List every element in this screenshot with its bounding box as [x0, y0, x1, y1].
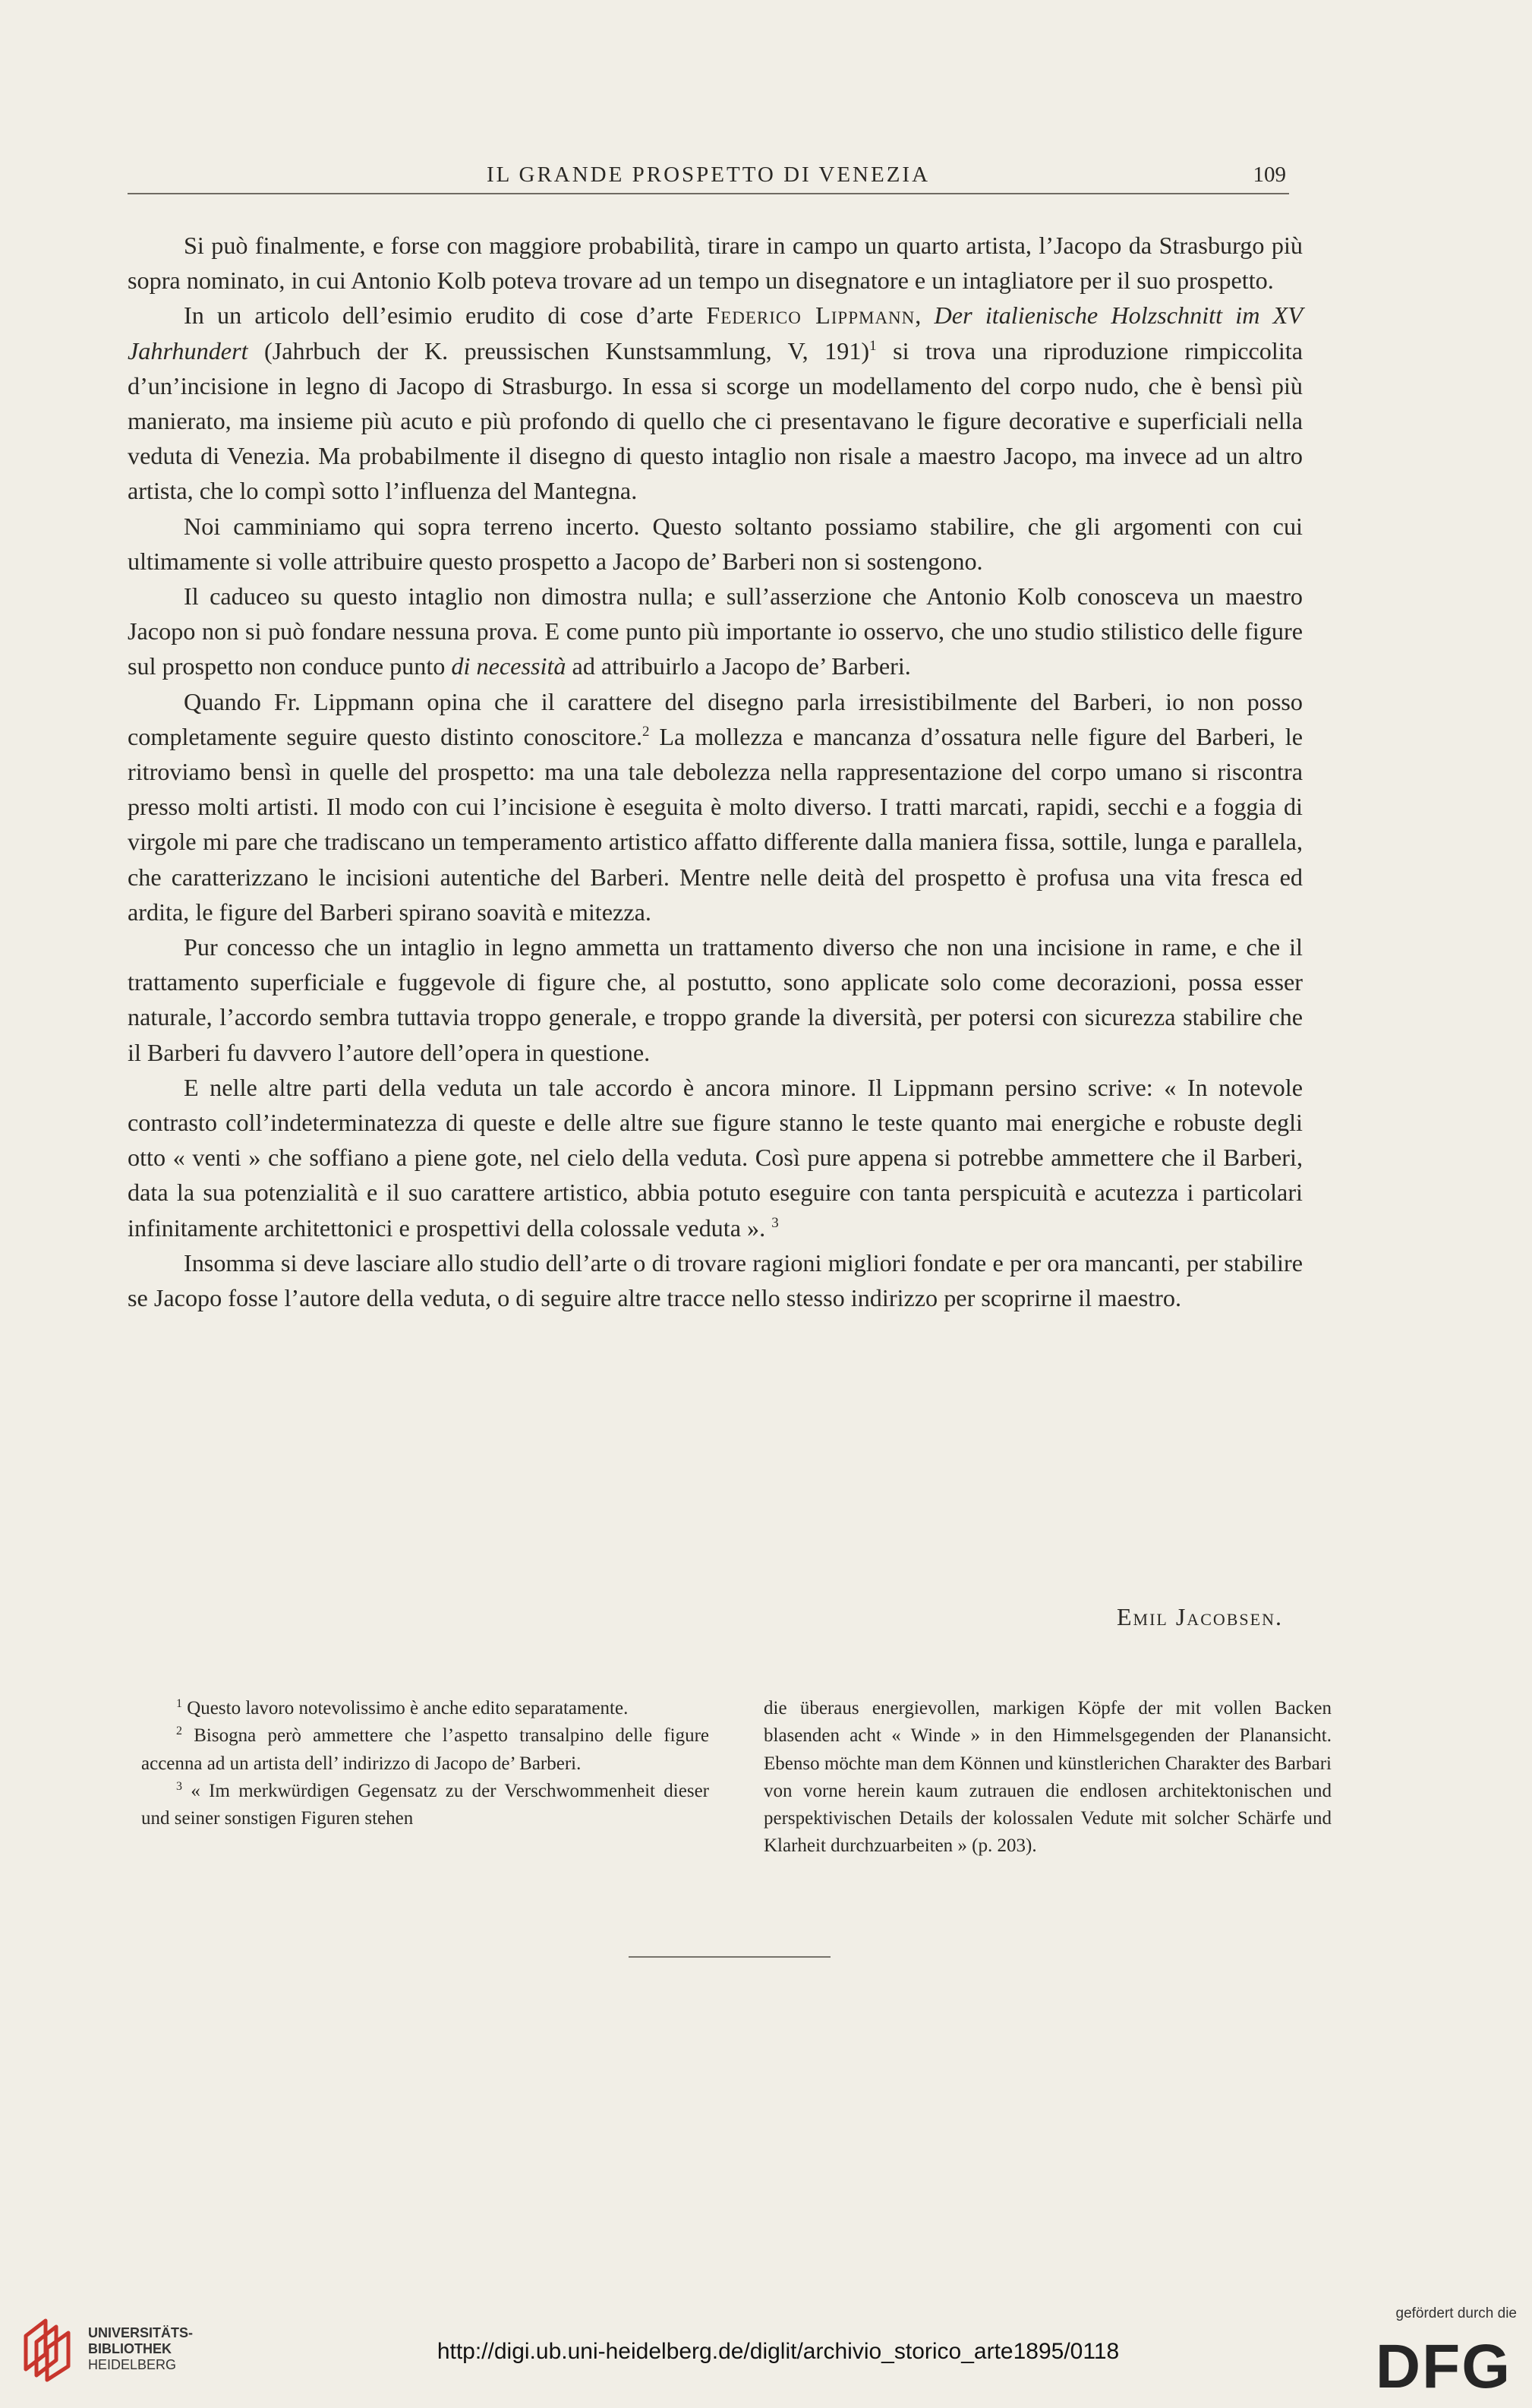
paragraph-1: Si può finalmente, e forse con maggiore probabilità, tirare in campo un quarto artista, l’Jacopo da Strasburgo più sopra nominato, in cui Antonio Kolb poteva trovare ad un tempo un disegnatore e un intagliatore per il suo prospetto. — [128, 232, 1303, 295]
closing-rule — [629, 1956, 831, 1958]
source-url-link[interactable]: http://digi.ub.uni-heidelberg.de/diglit/archivio_storico_arte1895/0118 — [437, 2339, 1120, 2364]
paragraph-8: Insomma si deve lasciare allo studio dell’arte o di trovare ragioni migliori fondate e per ora mancanti, per stabilire se Jacopo fosse l’autore della veduta, o di seguire altre tracce nello stesso indirizzo per scoprirne il maestro. — [128, 1248, 1303, 1312]
cited-title: Der italienische Holzschnitt im XV Jahrhundert — [128, 301, 1303, 365]
footnote-3-continued: die überaus energievollen, markigen Köpfe der mit vollen Backen blasenden acht « Winde » in den Himmelsgegenden der Planansicht. Ebenso möchte man dem Können und künstlerichen Charakter des Barbari von vorne herein kaum zutrauen die endlosen architektonischen und perspektivischen Details der kolossalen Vedute mit solcher Schärfe und Klarheit durchzuarbeiten » (p. 203). — [764, 1698, 1332, 1857]
dfg-logo-icon — [1357, 2333, 1514, 2395]
footnote-ref-2: 2 — [642, 723, 650, 740]
article-body — [128, 228, 1303, 1315]
author-signature: Emil Jacobsen. — [1116, 1603, 1283, 1630]
page-number: 109 — [1253, 163, 1286, 187]
library-name: UNIVERSITÄTS- BIBLIOTHEK HEIDELBERG — [88, 2325, 194, 2372]
footnote-2: $^2$ Bisogna però ammettere che l’aspetto transalpino delle figure accenna ad un artista dell’ indirizzo di Jacopo de’ Barberi. — [141, 1725, 709, 1774]
footnotes — [141, 1695, 1332, 1860]
library-logo-icon — [15, 2310, 91, 2386]
footnotes-left-column — [141, 1695, 709, 1860]
paragraph-5: Quando Fr. Lippmann opina che il carattere del disegno parla irresistibilmente del Barberi, io non posso completamente seguire questo distinto conoscitore.$^2$ La mollezza e mancanza d’ossatura nelle figure del Barberi, le ritroviamo bensì in quelle del prospetto: ma una tale debolezza nella rappresentazione del corpo umano si riscontra presso molti artisti. Il modo con cui l’incisione è eseguita è molto diverso. I tratti marcati, rapidi, secchi e a foggia di virgole mi pare che tradiscano un temperamento artistico affatto differente dalla maniera fissa, sottile, lunga e parallela, che caratterizzano le incisioni autentiche del Barberi. Mentre nelle deità del prospetto è profusa una vita fresca ed ardita, le figure del Barberi spirano soavità e mitezza. — [128, 687, 1303, 926]
italic-phrase: di necessità — [451, 652, 566, 680]
paragraph-4: Il caduceo su questo intaglio non dimostra nulla; e sull’asserzione che Antonio Kolb conosceva un maestro Jacopo non si può fondare nessuna prova. E come punto più importante io osservo, che uno studio stilistico delle figure sul prospetto non conduce punto di necessità ad attribuirlo a Jacopo de’ Barberi. — [128, 582, 1303, 680]
paragraph-6: Pur concesso che un intaglio in legno ammetta un trattamento diverso che non una incisione in rame, e che il trattamento superficiale e fuggevole di figure che, al postutto, sono applicate solo come decorazioni, possa esser naturale, l’accordo sembra tuttavia troppo generale, e troppo grande la diversità, per potersi con sicurezza stabilire che il Barberi fu davvero l’autore dell’opera in questione. — [128, 933, 1303, 1066]
footnotes-right-column — [764, 1695, 1332, 1860]
footnote-ref-3: 3 — [771, 1214, 779, 1231]
paragraph-7: E nelle altre parti della veduta un tale accordo è ancora minore. Il Lippmann persino scrive: « In notevole contrasto coll’indeterminatezza di queste e delle altre sue figure stanno le teste quanto mai energiche e robuste degli otto « venti » che soffiano a piene gote, nel cielo della veduta. Così pure appena si potrebbe ammettere che il Barberi, data la sua potenzialità e il suo carattere artistico, abbia potuto eseguire con tanta perspicuità e acutezza i particolari infinitamente architettonici e prospettivi della colossale veduta ». $^3$ — [128, 1073, 1303, 1242]
running-header — [128, 158, 1289, 194]
footnote-3: $^3$ « Im merkwürdigen Gegensatz zu der Verschwommenheit dieser und seiner sonstigen Figuren stehen — [141, 1779, 709, 1829]
paragraph-2: In un articolo dell’esimio erudito di cose d’arte Federico Lippmann, Der italienische Holzschnitt im XV Jahrhundert (Jahrbuch der K. preussischen Kunstsammlung, V, 191)$^1$ si trova una riproduzione rimpiccolita d’un’incisione in legno di Jacopo di Strasburgo. In essa si scorge un modellamento del corpo nudo, che è bensì più manierato, ma insieme più acuto e più profondo di quello che ci presentavano le figure decorative e superficiali nella veduta di Venezia. Ma probabilmente il disegno di questo intaglio non risale a maestro Jacopo, ma invece ad un altro artista, che lo compì sotto l’influenza del Mantegna. — [128, 301, 1303, 505]
footnote-1: $^1$ Questo lavoro notevolissimo è anche edito separatamente. — [176, 1697, 629, 1718]
running-title: IL GRANDE PROSPETTO DI VENEZIA — [486, 163, 931, 187]
author-name: Federico Lippmann — [706, 301, 916, 330]
paragraph-3: Noi camminiamo qui sopra terreno incerto. Questo soltanto possiamo stabilire, che gli argomenti con cui ultimamente si volle attribuire questo prospetto a Jacopo de’ Barberi non si sostengono. — [128, 512, 1303, 575]
funding-note: gefördert durch die — [1395, 2305, 1517, 2321]
digitization-footer — [0, 2275, 1532, 2408]
footnote-ref-1: 1 — [869, 337, 877, 354]
svg-text:DFG: DFG — [1375, 2333, 1512, 2395]
